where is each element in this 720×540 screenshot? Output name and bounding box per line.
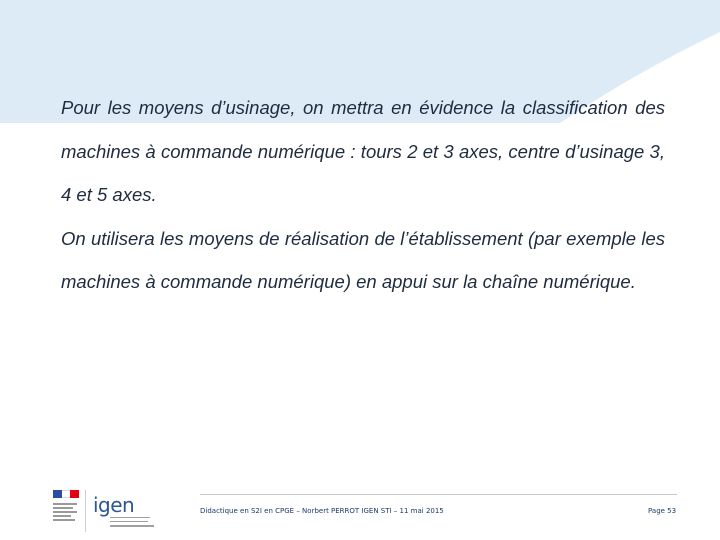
marianne-logo [53,487,81,532]
footer-rule [200,494,677,495]
footer-caption: Didactique en S2I en CPGE – Norbert PERROT IGEN STI – 11 mai 2015 [200,507,444,515]
paragraph-1: Pour les moyens d’usinage, on mettra en évidence la classification des machines à commande numérique : tours 2 et 3 axes, centre d’usinage 3, 4 et 5 axes. [61,97,665,205]
igen-logo: igen [93,493,135,517]
ministry-text-lines [53,503,81,521]
flag-icon [53,490,79,498]
page-number: Page 53 [648,507,677,515]
body-text [61,86,665,304]
igen-subtitle-lines [110,517,154,530]
logo-divider [85,490,86,532]
paragraph-2: On utilisera les moyens de réalisation de l’établissement (par exemple les machines à commande numérique) en appui sur la chaîne numérique. [61,227,665,292]
